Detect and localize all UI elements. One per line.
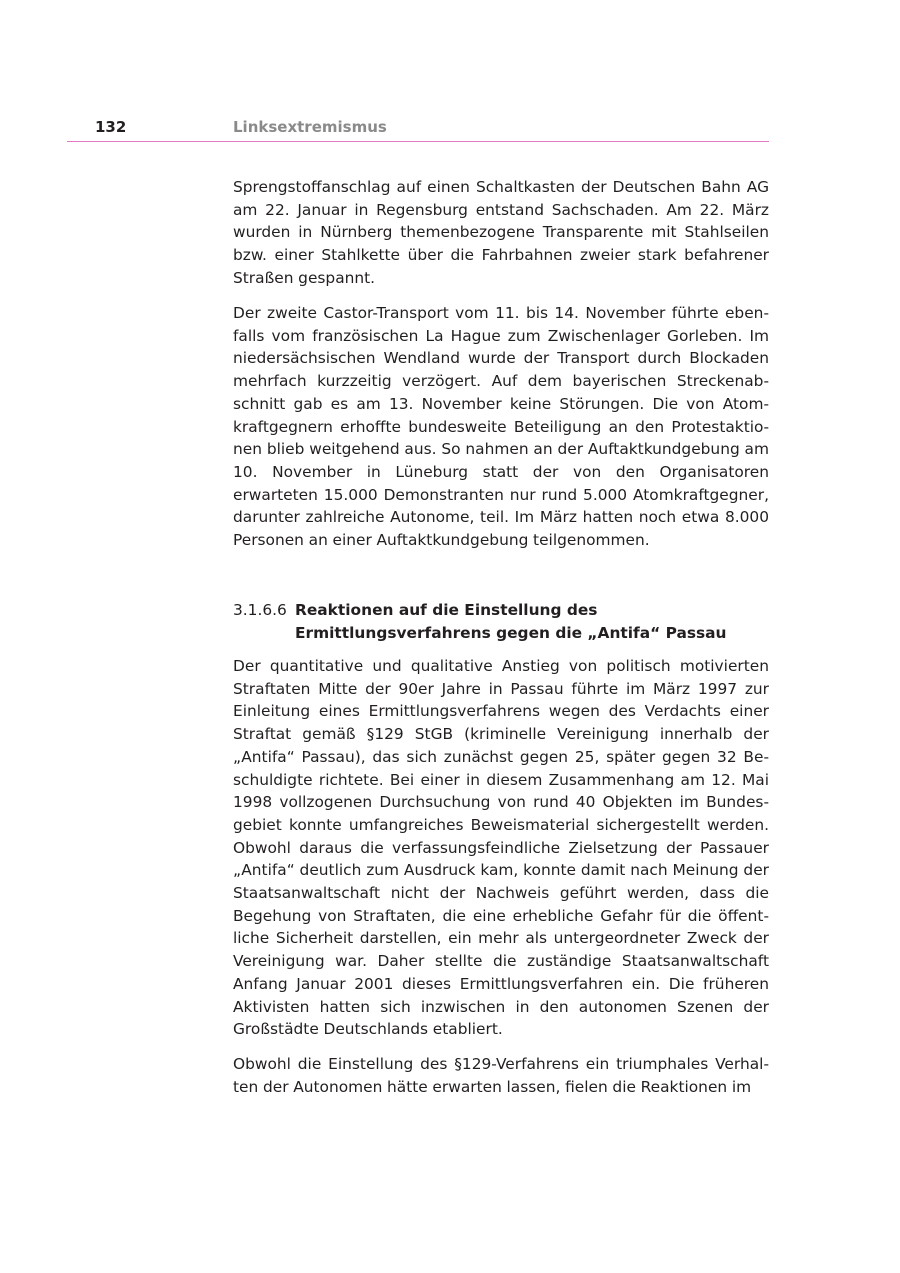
paragraph-2: Der zweite Castor-Transport vom 11. bis 14. November führte ebenfalls vom französischen La Hague zum Zwischenlager Gorleben. Im niedersächsischen Wendland wurde der Transport durch Blockaden mehrfach kurzzeitig verzögert. Auf dem bayerischen Streckenabschnitt gab es am 13. November keine Störungen. Die von Atomkraftgegnern erhoffte bundesweite Beteiligung an den Protestaktionen blieb weitgehend aus. So nahmen an der Auftaktkundgebung am 10. November in Lüneburg statt der von den Organisatoren erwarteten 15.000 Demonstranten nur rund 5.000 Atomkraftgegner, darunter zahlreiche Autonome, teil. Im März hatten noch etwa 8.000 Personen an einer Auftaktkundgebung teilgenommen.	[233, 304, 769, 550]
section-title-line-1: Reaktionen auf die Einstellung des	[295, 601, 598, 619]
running-head: Linksextremismus	[233, 118, 387, 136]
paragraph-3: Der quantitative und qualitative Anstieg von politisch motivierten Straftaten Mitte der 90er Jahre in Passau führte im März 1997 zur Einleitung eines Ermittlungsverfahrens wegen des Verdachts einer Straftat gemäß §129 StGB (kriminelle Vereinigung innerhalb der „Antifa“ Passau), das sich zunächst gegen 25, später gegen 32 Beschuldigte richtete. Bei einer in diesem Zusammenhang am 12. Mai 1998 vollzogenen Durchsuchung von rund 40 Objekten im Bundesgebiet konnte umfangreiches Beweismaterial sichergestellt werden. Obwohl daraus die verfassungsfeindliche Zielsetzung der Passauer „Antifa“ deutlich zum Ausdruck kam, konnte damit nach Meinung der Staatsanwaltschaft nicht der Nachweis geführt werden, dass die Begehung von Straftaten, die eine erhebliche Gefahr für die öffentliche Sicherheit darstellen, ein mehr als untergeordneter Zweck der Vereinigung war. Daher stellte die zuständige Staatsanwaltschaft Anfang Januar 2001 dieses Ermittlungsverfahren ein. Die früheren Aktivisten hatten sich inzwischen in den autonomen Szenen der Großstädte Deutschlands etabliert.	[233, 657, 769, 1039]
section-heading	[233, 599, 769, 644]
paragraph-1: Sprengstoffanschlag auf einen Schaltkasten der Deutschen Bahn AG am 22. Januar in Regensburg entstand Sachschaden. Am 22. März wurden in Nürnberg themenbezogene Transparente mit Stahlseilen bzw. einer Stahlkette über die Fahrbahnen zweier stark befahrener Straßen gespannt.	[233, 178, 769, 287]
section-title-line-2: Ermittlungsverfahrens gegen die „Antifa“ Passau	[295, 623, 727, 642]
page-number: 132	[95, 118, 127, 136]
header-rule	[67, 141, 769, 142]
paragraph-4: Obwohl die Einstellung des §129-Verfahrens ein triumphales Verhalten der Autonomen hätte erwarten lassen, fielen die Reaktionen im	[233, 1055, 769, 1096]
section-number: 3.1.6.6	[233, 601, 287, 619]
